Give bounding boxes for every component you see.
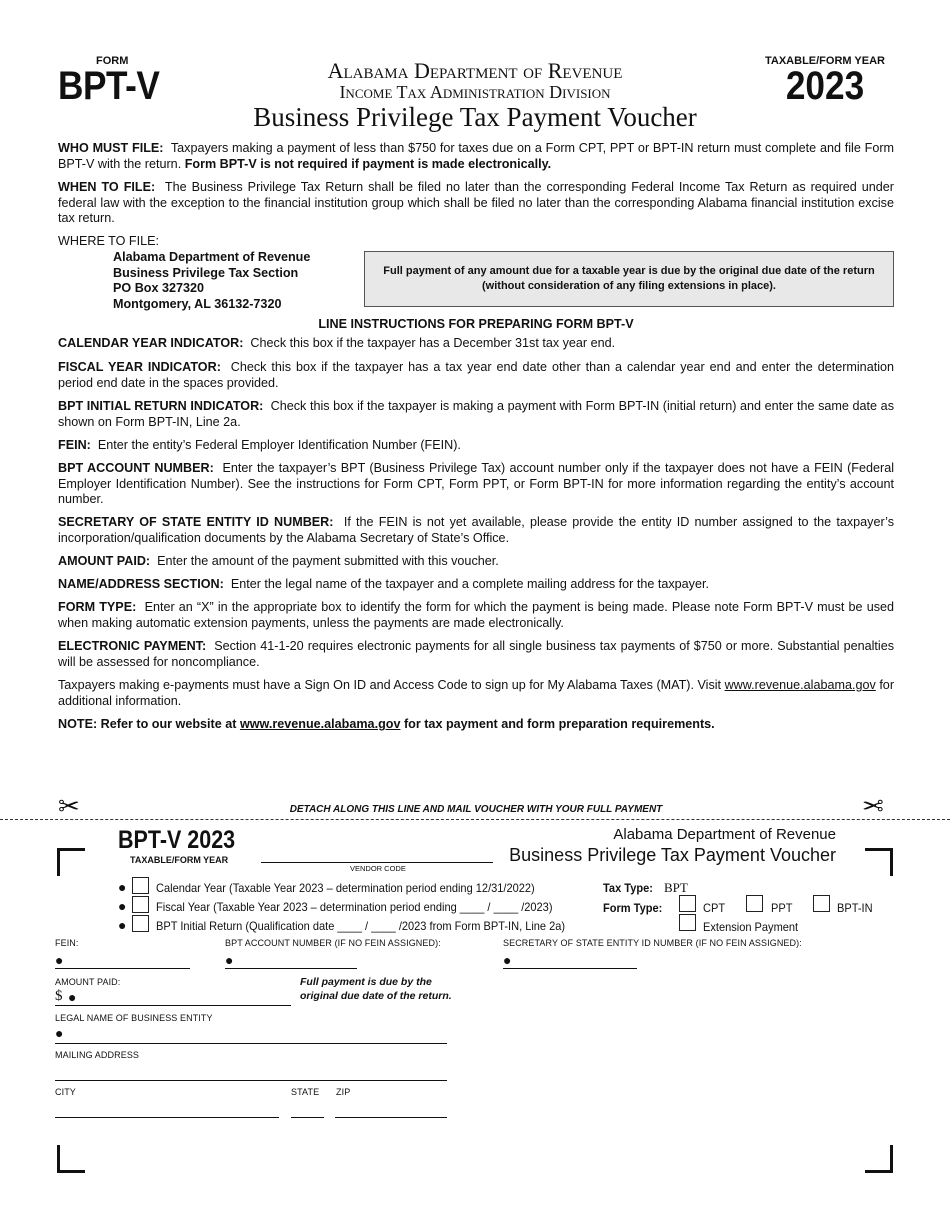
form-type-instruction xyxy=(58,600,894,631)
sos-entity-id-field[interactable] xyxy=(503,968,637,969)
legal-name-label: LEGAL NAME OF BUSINESS ENTITY xyxy=(55,1013,213,1023)
voucher-form-title: Business Privilege Tax Payment Voucher xyxy=(509,845,836,865)
when-to-file xyxy=(58,180,894,227)
fiscal-year-instruction xyxy=(58,360,894,391)
initial-return-option: BPT Initial Return (Qualification date ____ / ____ /2023 from Form BPT-IN, Line 2a) xyxy=(156,919,566,933)
voucher-department: Alabama Department of Revenue xyxy=(613,826,836,843)
bullet: ● xyxy=(118,898,127,914)
zip-field[interactable] xyxy=(335,1117,447,1118)
line-instructions-heading: LINE INSTRUCTIONS FOR PREPARING FORM BPT-V xyxy=(318,317,634,331)
amount-paid-label: AMOUNT PAID: xyxy=(55,977,121,987)
sos-entity-id-label: SECRETARY OF STATE ENTITY ID NUMBER (IF NO FEIN ASSIGNED): xyxy=(503,938,802,948)
bpt-in-label: BPT-IN xyxy=(837,901,873,915)
epay-text: Taxpayers making e-payments must have a Sign On ID and Access Code to sign up for My Alabama Taxes (MAT). Visit xyxy=(58,678,722,692)
address-line: Montgomery, AL 36132-7320 xyxy=(113,296,282,311)
scissors-icon: ✂ xyxy=(862,791,884,821)
item-heading: SECRETARY OF STATE ENTITY ID NUMBER: xyxy=(58,515,334,529)
extension-payment-checkbox[interactable] xyxy=(679,914,696,931)
calendar-year-option: Calendar Year (Taxable Year 2023 – determination period ending 12/31/2022) xyxy=(156,881,535,895)
electronic-payment-instruction xyxy=(58,639,894,670)
address-line: Alabama Department of Revenue xyxy=(113,250,311,264)
mailing-address-field[interactable] xyxy=(55,1080,447,1081)
address-line: PO Box 327320 xyxy=(113,281,205,296)
item-heading: NAME/ADDRESS SECTION: xyxy=(58,577,224,591)
item-heading: CALENDAR YEAR INDICATOR: xyxy=(58,336,244,350)
bpt-account-label: BPT ACCOUNT NUMBER (IF NO FEIN ASSIGNED): xyxy=(225,938,441,948)
item-heading: FEIN: xyxy=(58,438,91,452)
item-heading: FISCAL YEAR INDICATOR: xyxy=(58,360,221,374)
item-text: Check this box if the taxpayer is making a payment with Form BPT-IN (initial return) and enter the same date as shown on Form BPT-IN, Line 2a. xyxy=(58,399,894,429)
item-heading: BPT ACCOUNT NUMBER: xyxy=(58,461,214,475)
bullet: ● xyxy=(118,917,127,933)
legal-name-field[interactable] xyxy=(55,1043,447,1044)
cpt-checkbox[interactable] xyxy=(679,895,696,912)
taxable-year-label: TAXABLE/FORM YEAR xyxy=(765,55,885,67)
item-text: Check this box if the taxpayer has a December 31st tax year end. xyxy=(250,336,616,350)
name-address-instruction xyxy=(58,577,894,593)
ppt-label: PPT xyxy=(771,901,793,915)
calendar-year-checkbox[interactable] xyxy=(132,877,149,894)
item-heading: BPT INITIAL RETURN INDICATOR: xyxy=(58,399,264,413)
city-label: CITY xyxy=(55,1087,76,1097)
vendor-code-label: VENDOR CODE xyxy=(350,864,406,873)
fein-label: FEIN: xyxy=(55,938,79,948)
detach-instruction: DETACH ALONG THIS LINE AND MAIL VOUCHER WITH YOUR FULL PAYMENT xyxy=(289,804,663,815)
revenue-website-link[interactable]: www.revenue.alabama.gov xyxy=(724,678,876,692)
fein-instruction xyxy=(58,438,894,454)
bullet: ● xyxy=(225,952,234,968)
item-text: Section 41-1-20 requires electronic payments for all single business tax payments of $750 or more. Substantial penalties will be assessed for noncompliance. xyxy=(58,639,894,669)
page-title: Business Privilege Tax Payment Voucher xyxy=(253,102,697,132)
corner-mark xyxy=(865,848,893,876)
state-field[interactable] xyxy=(291,1117,324,1118)
bullet: ● xyxy=(503,952,512,968)
item-text: Enter the legal name of the taxpayer and a complete mailing address for the taxpayer. xyxy=(230,577,709,591)
amount-paid-field[interactable] xyxy=(55,1005,291,1006)
who-bold-text: Form BPT-V is not required if payment is made electronically. xyxy=(184,156,552,171)
full-payment-due-note: Full payment is due by the original due date of the return. xyxy=(300,976,452,1002)
fiscal-year-option: Fiscal Year (Taxable Year 2023 – determination period ending ____ / ____ /2023) xyxy=(156,900,553,914)
item-text: Enter the taxpayer’s BPT (Business Privilege Tax) account number only if the taxpayer does not have a FEIN (Federal Employer Identification Number). See the instructions for Form CPT, Form PPT, or Form BPT-IN for more information regarding the entity’s account number. xyxy=(58,461,895,507)
bullet: ● xyxy=(118,879,127,895)
zip-label: ZIP xyxy=(336,1087,351,1097)
bpt-in-checkbox[interactable] xyxy=(813,895,830,912)
amount-instruction xyxy=(58,554,894,570)
mailing-address-block xyxy=(113,250,310,312)
department-name: Alabama Department of Revenue xyxy=(327,58,623,83)
scissors-icon: ✂ xyxy=(58,791,80,821)
extension-payment-label: Extension Payment xyxy=(703,920,799,934)
item-text: If the FEIN is not yet available, please provide the entity ID number assigned to the taxpayer’s incorporation/qualification documents by the Alabama Secretary of State’s Office. xyxy=(58,515,895,545)
cpt-label: CPT xyxy=(703,901,726,915)
bpt-account-field[interactable] xyxy=(225,968,357,969)
form-label: FORM xyxy=(96,55,129,67)
tax-type-value: BPT xyxy=(664,880,688,895)
voucher-taxable-year-label: TAXABLE/FORM YEAR xyxy=(130,855,229,865)
tax-type-label: Tax Type: xyxy=(603,881,653,895)
bullet: ● xyxy=(55,952,64,968)
fiscal-year-checkbox[interactable] xyxy=(132,896,149,913)
note-text-end: for tax payment and form preparation requirements. xyxy=(403,717,715,731)
address-line: Business Privilege Tax Section xyxy=(113,265,299,280)
corner-mark xyxy=(865,1145,893,1173)
corner-mark xyxy=(57,848,85,876)
initial-return-checkbox[interactable] xyxy=(132,915,149,932)
taxable-year: 2023 xyxy=(785,64,865,108)
item-text: Enter an “X” in the appropriate box to identify the form for which the payment is being made. Please note Form BPT-V must be used when making automatic extension payments, unless the payments are made electronically. xyxy=(58,600,894,630)
note-website-link[interactable]: www.revenue.alabama.gov xyxy=(239,717,401,731)
ppt-checkbox[interactable] xyxy=(746,895,763,912)
form-type-label: Form Type: xyxy=(603,901,663,915)
item-text: Check this box if the taxpayer has a tax year end date other than a calendar year end and enter the determination period end date in the spaces provided. xyxy=(58,360,894,390)
full-payment-notice: Full payment of any amount due for a taxable year is due by the original due date of the return (without consideration of any filing extensions in place). xyxy=(364,251,894,307)
item-text: Enter the amount of the payment submitted with this voucher. xyxy=(157,554,499,568)
who-must-file xyxy=(58,141,894,172)
epay-text-end: for additional information. xyxy=(58,678,895,708)
detach-line xyxy=(0,819,950,820)
bpt-account-instruction xyxy=(58,461,894,508)
vendor-code-field[interactable] xyxy=(261,862,493,863)
dollar-sign: $ xyxy=(55,988,63,1004)
sos-instruction xyxy=(58,515,894,546)
item-heading: FORM TYPE: xyxy=(58,600,137,614)
item-text: Enter the entity’s Federal Employer Identification Number (FEIN). xyxy=(97,438,461,452)
mailing-address-label: MAILING ADDRESS xyxy=(55,1050,140,1060)
bullet: ● xyxy=(68,989,77,1005)
bullet: ● xyxy=(55,1025,64,1041)
where-heading: WHERE TO FILE: xyxy=(58,234,160,248)
note xyxy=(58,717,894,733)
item-heading: ELECTRONIC PAYMENT: xyxy=(58,639,207,653)
voucher-title: BPT-V 2023 xyxy=(118,826,236,854)
corner-mark xyxy=(57,1145,85,1173)
division-name: Income Tax Administration Division xyxy=(339,82,611,102)
city-field[interactable] xyxy=(55,1117,279,1118)
fein-field[interactable] xyxy=(55,968,190,969)
form-id: BPT-V xyxy=(58,64,160,108)
note-text: NOTE: Refer to our website at xyxy=(58,717,237,731)
item-heading: AMOUNT PAID: xyxy=(58,554,151,568)
epay-info xyxy=(58,678,894,709)
when-heading: WHEN TO FILE: xyxy=(58,180,156,194)
initial-return-instruction xyxy=(58,399,894,430)
state-label: STATE xyxy=(291,1087,320,1097)
when-text: The Business Privilege Tax Return shall be filed no later than the corresponding Federal Income Tax Return as required under federal law with the exception to the financial institution group which shall be filed no later than the corresponding Alabama financial institution excise tax return. xyxy=(58,180,894,226)
calendar-year-instruction xyxy=(58,336,894,352)
who-text: Taxpayers making a payment of less than $750 for taxes due on a Form CPT, PPT or BPT-IN return must complete and file Form BPT-V with the return. xyxy=(58,141,895,171)
who-heading: WHO MUST FILE: xyxy=(58,141,164,155)
